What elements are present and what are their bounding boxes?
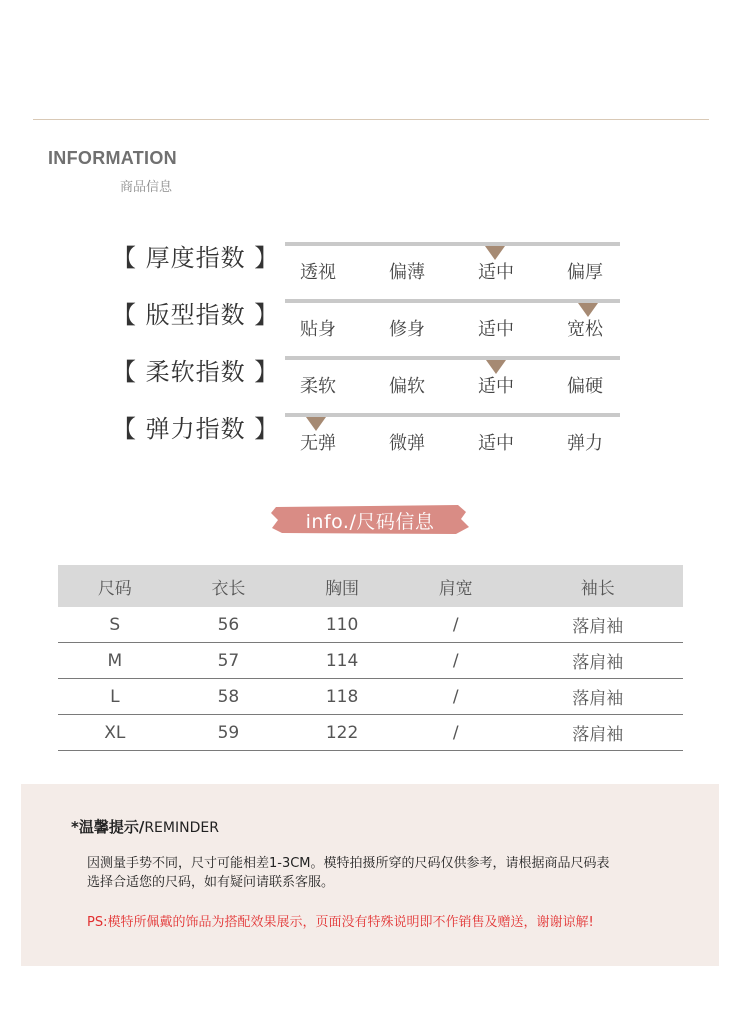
cell-chest: 118 xyxy=(285,679,399,715)
index-label: 【 版型指数 】 xyxy=(112,301,280,329)
reminder-body xyxy=(87,854,687,892)
index-scale-bar xyxy=(285,242,620,246)
reminder-title xyxy=(71,816,219,837)
cell-size: XL xyxy=(58,715,172,751)
index-option: 透视 xyxy=(300,262,336,283)
reminder-title-cn: *温馨提示/ xyxy=(71,818,145,836)
index-label: 【 厚度指数 】 xyxy=(112,244,280,272)
cell-shoulder: / xyxy=(399,607,513,643)
index-option: 柔软 xyxy=(300,376,336,397)
cell-length: 58 xyxy=(172,679,286,715)
cell-shoulder: / xyxy=(399,679,513,715)
header-size: 尺码 xyxy=(58,565,172,607)
index-option: 贴身 xyxy=(300,319,336,340)
cell-sleeve: 落肩袖 xyxy=(513,607,684,643)
cell-length: 56 xyxy=(172,607,286,643)
table-row xyxy=(58,679,683,715)
section-subtitle: 商品信息 xyxy=(120,180,173,195)
size-info-banner-label: info./尺码信息 xyxy=(305,511,435,533)
cell-sleeve: 落肩袖 xyxy=(513,715,684,751)
cell-sleeve: 落肩袖 xyxy=(513,643,684,679)
cell-sleeve: 落肩袖 xyxy=(513,679,684,715)
size-table-header-row xyxy=(58,565,683,607)
cell-shoulder: / xyxy=(399,643,513,679)
cell-shoulder: / xyxy=(399,715,513,751)
index-option: 无弹 xyxy=(300,433,336,454)
index-option: 偏硬 xyxy=(567,376,603,397)
cell-chest: 114 xyxy=(285,643,399,679)
index-option: 修身 xyxy=(389,319,425,340)
cell-size: L xyxy=(58,679,172,715)
index-option: 微弹 xyxy=(389,433,425,454)
index-scale-bar xyxy=(285,356,620,360)
index-row xyxy=(0,242,750,299)
table-row xyxy=(58,715,683,751)
index-label: 【 柔软指数 】 xyxy=(112,358,280,386)
reminder-line-1: 因测量手势不同，尺寸可能相差1-3CM。模特拍摄所穿的尺码仅供参考，请根据商品尺码表 xyxy=(87,856,610,871)
reminder-line-2: 选择合适您的尺码，如有疑问请联系客服。 xyxy=(87,875,335,890)
index-label: 【 弹力指数 】 xyxy=(112,415,280,443)
cell-length: 59 xyxy=(172,715,286,751)
index-option: 宽松 xyxy=(567,319,603,340)
index-option: 偏软 xyxy=(389,376,425,397)
cell-length: 57 xyxy=(172,643,286,679)
top-divider xyxy=(33,119,709,120)
index-option: 适中 xyxy=(478,433,514,454)
section-title: INFORMATION xyxy=(48,148,177,168)
header-sleeve: 袖长 xyxy=(513,565,684,607)
index-option: 适中 xyxy=(478,262,514,283)
header-length: 衣长 xyxy=(172,565,286,607)
cell-chest: 122 xyxy=(285,715,399,751)
index-scale-bar xyxy=(285,299,620,303)
cell-size: M xyxy=(58,643,172,679)
cell-size: S xyxy=(58,607,172,643)
table-row xyxy=(58,607,683,643)
cell-chest: 110 xyxy=(285,607,399,643)
reminder-title-en: REMINDER xyxy=(144,820,219,836)
size-info-banner xyxy=(270,503,470,535)
index-row xyxy=(0,356,750,413)
index-row xyxy=(0,299,750,356)
index-option: 适中 xyxy=(478,319,514,340)
table-row xyxy=(58,643,683,679)
index-option: 弹力 xyxy=(567,433,603,454)
index-row xyxy=(0,413,750,470)
header-shoulder: 肩宽 xyxy=(399,565,513,607)
index-option: 偏薄 xyxy=(389,262,425,283)
header-chest: 胸围 xyxy=(285,565,399,607)
reminder-ps-note: PS:模特所佩戴的饰品为搭配效果展示，页面没有特殊说明即不作销售及赠送，谢谢谅解! xyxy=(87,915,594,930)
index-option: 偏厚 xyxy=(567,262,603,283)
size-table xyxy=(58,565,683,751)
reminder-box xyxy=(21,784,719,966)
index-scale-bar xyxy=(285,413,620,417)
index-option: 适中 xyxy=(478,376,514,397)
